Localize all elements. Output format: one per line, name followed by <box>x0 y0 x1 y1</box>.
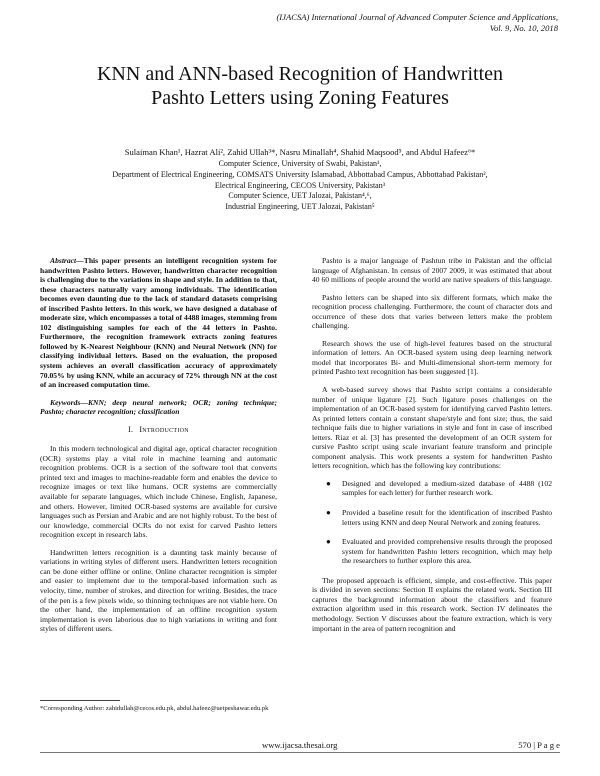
keywords: Keywords—KNN; deep neural network; OCR; zoning technique; Pashto; character recognition; classification <box>40 397 277 417</box>
section-number: I. <box>128 424 134 434</box>
body-paragraph: Handwritten letters recognition is a daunting task mainly because of variations in writing styles of different users. Handwritten letters recognition can be done either offline or online. Online character recognition is simpler and easier to implement due to the temporal-based information such as velocity, time, number of strokes, and direction for writing. Besides, the trace of the pen is a few pixels wide, so thinning techniques are not viable here. On the other hand, the implementation of an offline recognition system implementation is even laborious due to high variations in writing and font styles of different users. <box>40 547 277 634</box>
paper-title-line-2: Pashto Letters using Zoning Features <box>151 87 449 109</box>
footer-page-number: 570 | P a g e <box>518 740 560 750</box>
journal-header <box>138 12 558 34</box>
body-paragraph: In this modern technological and digital age, optical character recognition (OCR) systems play a vital role in machine learning and automatic recognition problems. OCR is a section of the software tool that converts printed text and images to machine-readable form and enables the device to recognize images or text like humans. OCR systems are commercially available for separate languages, which include Chinese, English, Japanese, and others. However, limited OCR-based systems are available for cursive languages such as Persian and Arabic and are not highly robust. To the best of our knowledge, commercial OCRs do not exist for carved Pashto letters recognition except in research labs. <box>40 444 277 540</box>
list-item <box>312 479 552 498</box>
affiliation-1: Computer Science, University of Swabi, Pakistan¹, <box>218 159 382 168</box>
author-block <box>30 147 570 213</box>
bullet-icon: ● <box>326 508 331 518</box>
author-names: Sulaiman Khan¹, Hazrat Ali², Zahid Ullah³*, Nasru Minallah⁴, Shahid Maqsood⁵, and Abdul Hafeez⁶* <box>124 147 476 157</box>
footer-url[interactable]: www.ijacsa.thesai.org <box>262 740 338 750</box>
section-title: Introduction <box>139 424 189 434</box>
body-paragraph: The proposed approach is efficient, simple, and cost-effective. This paper is divided in seven sections: Section II explains the related work. Section III captures the background information about the classifiers and feature extraction algorithm used in this research work. Section IV delineates the methodology. Section V discusses about the feature extraction, which is very important in the area of pattern recognition and <box>312 575 552 633</box>
list-item <box>312 537 552 566</box>
footnote-corresponding-author: *Corresponding Author: zahidullah@cecos.edu.pk, abdul.hafeez@uetpeshawar.edu.pk <box>40 705 269 712</box>
journal-volume: Vol. 9, No. 10, 2018 <box>489 23 558 33</box>
body-paragraph: Research shows the use of high-level features based on the structural information of letters. An OCR-based system using deep learning network model that incorporates Bi- and Multi-dimensional short-term memory for printed Pashto text recognition has been suggested [1]. <box>312 338 552 377</box>
paper-title <box>40 62 560 110</box>
section-heading-introduction <box>40 425 277 435</box>
left-column <box>40 256 277 642</box>
affiliation-5: Industrial Engineering, UET Jalozai, Pakistan⁵ <box>225 202 375 212</box>
list-item <box>312 508 552 527</box>
abstract-text: —This paper presents an intelligent recognition system for handwritten Pashto letters. However, handwritten character recognition is challenging due to the variations in shape and style. In addition to that, these characters naturally vary among individuals. The identification becomes even daunting due to the lack of standard datasets comprising of inscribed Pashto letters. In this work, we have designed a database of moderate size, which encompasses a total of 4488 images, stemming from 102 distinguishing samples for each of the 44 letters in Pashto. Furthermore, the recognition framework extracts zoning features followed by K-Nearest Neighbour (KNN) and Neural Network (NN) for classifying individual letters. Based on the evaluation, the proposed system achieves an overall classification accuracy of approximately 70.05% by using KNN, while an accuracy of 72% through NN at the cost of an increased computation time. <box>40 256 277 390</box>
journal-name: (IJACSA) International Journal of Advanced Computer Science and Applications, <box>276 12 558 22</box>
contribution-list <box>312 479 552 566</box>
list-item-text: Provided a baseline result for the identification of inscribed Pashto letters using KNN and deep Neural Network and zoning features. <box>342 508 552 527</box>
bullet-icon: ● <box>326 537 331 547</box>
affiliation-3: Electrical Engineering, CECOS University, Pakistan³ <box>214 180 386 190</box>
footer-divider <box>40 752 560 753</box>
right-column <box>312 256 552 641</box>
affiliation-2: Department of Electrical Engineering, COMSATS University Islamabad, Abbottabad Campus, Abbottabad Pakistan², <box>112 169 488 179</box>
body-paragraph: Pashto letters can be shaped into six different formats, which make the recognition process challenging. Furthermore, the count of character dots and occurrence of these dots that varies between letters make the problem challenging. <box>312 292 552 331</box>
affiliation-4: Computer Science, UET Jalozai, Pakistan⁴,⁶, <box>228 191 372 201</box>
abstract <box>40 256 277 390</box>
body-paragraph: Pashto is a major language of Pashtun tribe in Pakistan and the official language of Afghanistan. In census of 2007 2009, it was estimated that about 40 60 millions of people around the world are native speakers of this language. <box>312 256 552 285</box>
list-item-text: Designed and developed a medium-sized database of 4488 (102 samples for each letter) for further research work. <box>342 478 552 498</box>
list-item-text: Evaluated and provided comprehensive results through the proposed system for handwritten Pashto letters recognition, which may help the researchers to further explore this area. <box>342 537 552 566</box>
body-paragraph: A web-based survey shows that Pashto script contains a considerable number of unique ligature [2]. Such ligature poses challenges on the implementation of an OCR-based system for identifying carved Pashto letters. As printed letters contain a constant shape/style and font size; thus, the said technique fails due to higher variations in style and font in case of inscribed letters. Riaz et al. [3] has presented the development of an OCR system for cursive Pashto script using scale invariant feature transform and principle component analysis. This work presents a system for handwritten Pashto letters recognition, which has the following key contributions: <box>312 385 552 471</box>
paper-title-line-1: KNN and ANN-based Recognition of Handwritten <box>96 63 504 85</box>
abstract-label: Abstract <box>50 256 77 265</box>
footnote-divider <box>40 700 120 701</box>
bullet-icon: ● <box>326 478 331 488</box>
